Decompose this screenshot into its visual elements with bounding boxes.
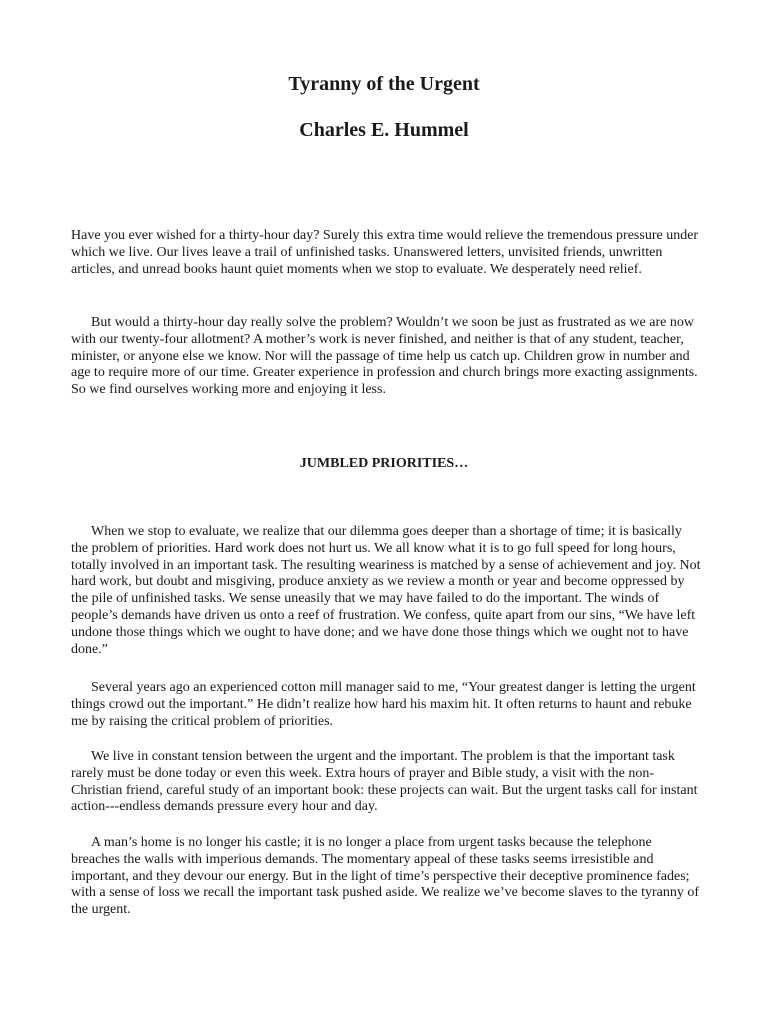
section-heading: JUMBLED PRIORITIES… — [299, 456, 469, 471]
document-title: Tyranny of the Urgent — [288, 73, 480, 95]
document-author: Charles E. Hummel — [299, 119, 469, 141]
paragraph-1: Have you ever wished for a thirty-hour day? Surely this extra time would relieve the tremendous pressure under which we live. Our lives leave a trail of unfinished tasks. Unanswered letters, unvisited friends, unwritten articles, and unread books haunt quiet moments when we stop to evaluate. We desperately need relief. — [71, 228, 699, 277]
paragraph-6: A man’s home is no longer his castle; it is no longer a place from urgent tasks because the telephone breaches the walls with imperious demands. The momentary appeal of these tasks seems irresistible and important, and they devour our energy. But in the light of time’s perspective their deceptive prominence fades; with a sense of loss we recall the important task pushed aside. We realize we’ve become slaves to the tyranny of the urgent. — [71, 835, 700, 918]
paragraph-3: When we stop to evaluate, we realize that our dilemma goes deeper than a shortage of time; it is basically the problem of priorities. Hard work does not hurt us. We all know what it is to go full speed for long hours, totally involved in an important task. The resulting weariness is matched by a sense of achievement and joy. Not hard work, but doubt and misgiving, produce anxiety as we review a month or year and become oppressed by the pile of unfinished tasks. We sense uneasily that we may have failed to do the important. The winds of people’s demands have driven us onto a reef of frustration. We confess, quite apart from our sins, “We have left undone those things which we ought to have done; and we have done those things which we ought not to have done.” — [71, 524, 701, 657]
paragraph-5: We live in constant tension between the urgent and the important. The problem is that the important task rarely must be done today or even this week. Extra hours of prayer and Bible study, a visit with the non-Christian friend, careful study of an important book: these projects can wait. But the urgent tasks call for instant action---endless demands pressure every hour and day. — [71, 749, 698, 815]
paragraph-2: But would a thirty-hour day really solve the problem? Wouldn’t we soon be just as frustrated as we are now with our twenty-four allotment? A mother’s work is never finished, and neither is that of any student, teacher, minister, or anyone else we know. Nor will the passage of time help us catch up. Children grow in number and age to require more of our time. Greater experience in profession and church brings more exacting assignments. So we find ourselves working more and enjoying it less. — [71, 315, 698, 398]
paragraph-4: Several years ago an experienced cotton mill manager said to me, “Your greatest danger is letting the urgent things crowd out the important.” He didn’t realize how hard his maxim hit. It often returns to haunt and rebuke me by raising the critical problem of priorities. — [71, 680, 696, 729]
